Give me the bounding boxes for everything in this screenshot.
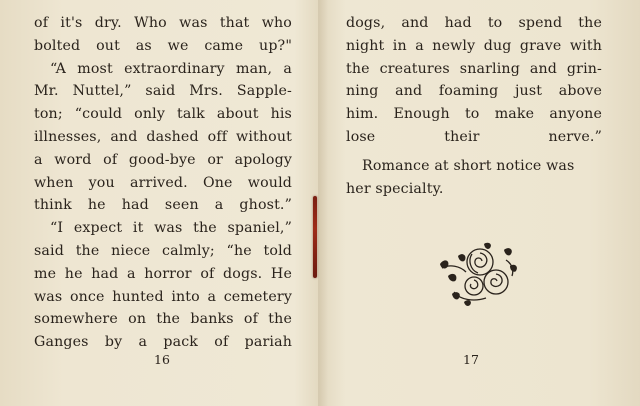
left-paragraph-3 (34, 217, 292, 354)
bookmark-ribbon (313, 196, 317, 278)
text-line: ton; “could only talk about his (34, 106, 292, 123)
text-line: dogs, and had to spend the (346, 15, 602, 31)
left-paragraph-2 (34, 58, 292, 218)
left-page (34, 12, 292, 354)
text-line: me he had a horror of dogs. He (34, 265, 292, 282)
text-line: said the niece calmly; “he told (34, 242, 292, 259)
text-line: lose their nerve.” (346, 128, 602, 145)
left-paragraph-1 (34, 12, 292, 58)
rose-vine-ornament-icon (434, 240, 520, 306)
text-line: night in a newly dug grave with (346, 37, 602, 54)
right-paragraph-1 (346, 12, 602, 149)
text-line: bolted out as we came up?" (34, 37, 292, 54)
text-line: a word of good-bye or apology (34, 151, 292, 168)
right-paragraph-2 (346, 155, 602, 201)
left-page-number: 16 (154, 352, 170, 367)
text-line: of it's dry. Who was that who (34, 15, 292, 31)
text-line: her specialty. (346, 180, 444, 197)
text-line: was once hunted into a cemetery (34, 288, 292, 305)
gutter-shadow (318, 0, 328, 406)
text-line: Romance at short notice was (362, 157, 575, 174)
text-line: ning and foaming just above (346, 83, 602, 100)
text-line: when you arrived. One would (34, 174, 292, 191)
text-line: think he had seen a ghost.” (34, 197, 292, 214)
right-page (346, 12, 602, 200)
text-line: “A most extraordinary man, a (50, 60, 292, 77)
text-line: illnesses, and dashed off without (34, 128, 292, 145)
text-line: Ganges by a pack of pariah (34, 334, 292, 351)
text-line: the creatures snarling and grin- (346, 60, 602, 77)
right-page-number: 17 (463, 352, 479, 367)
text-line: “I expect it was the spaniel,” (50, 220, 292, 237)
text-line: Mr. Nuttel,” said Mrs. Sapple- (34, 83, 292, 100)
text-line: somewhere on the banks of the (34, 311, 292, 328)
text-line: him. Enough to make anyone (346, 106, 602, 123)
